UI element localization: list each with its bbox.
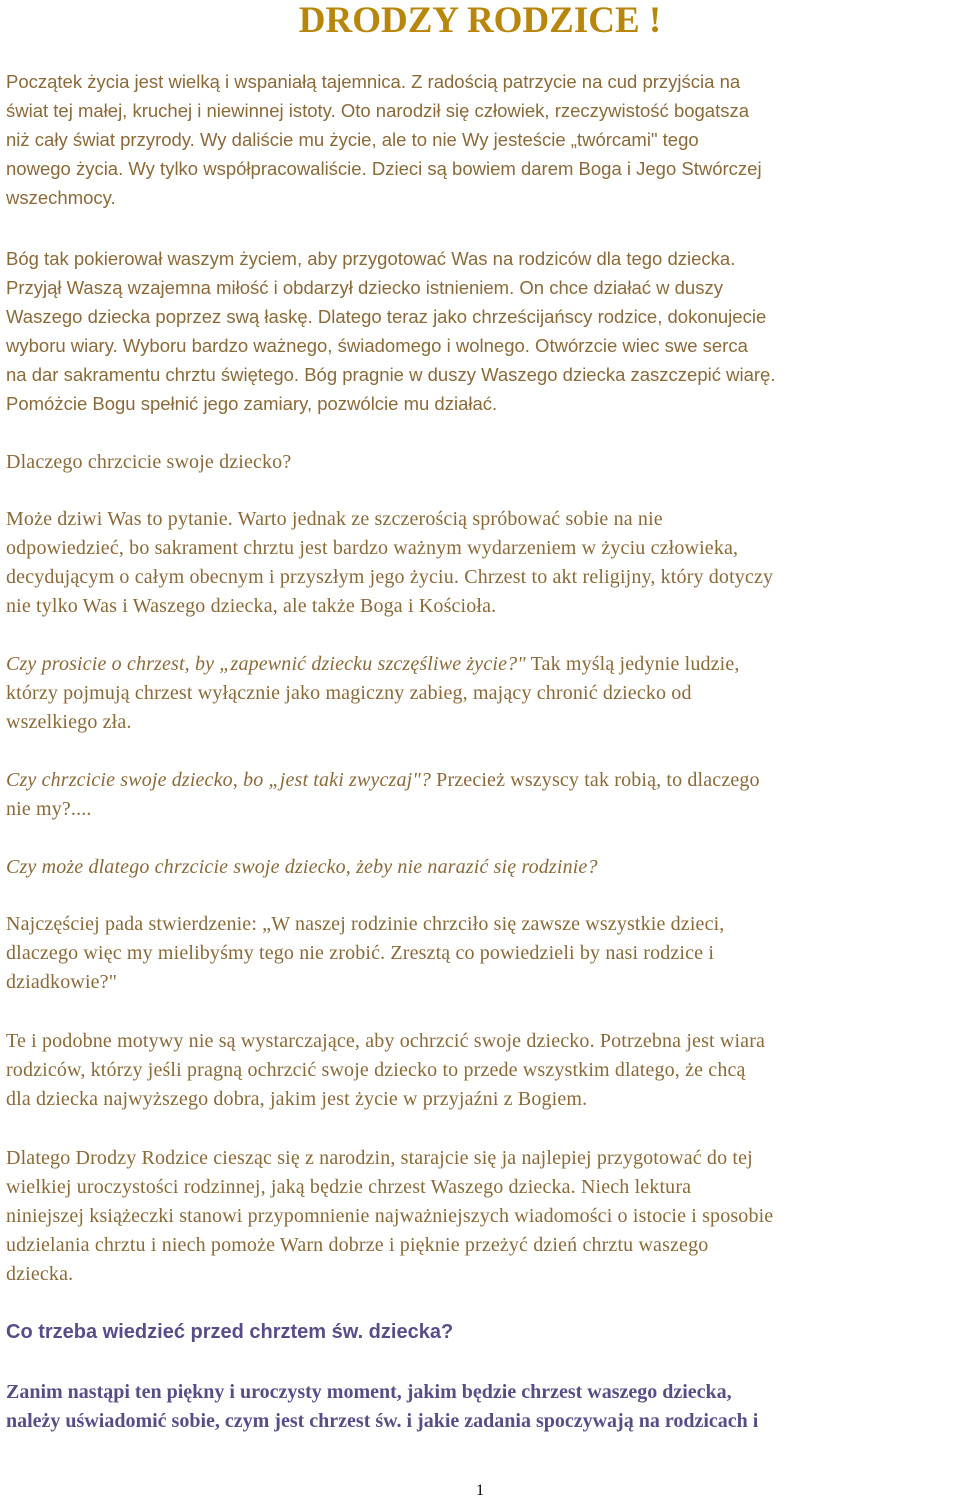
paragraph-line-tail: Dzieci są bowiem darem Boga i Jego Stwórczej bbox=[366, 158, 762, 179]
motives-paragraph bbox=[6, 1027, 958, 1114]
paragraph-line: dlaczego więc my mielibyśmy tego nie zrobić. Zresztą co powiedzieli by nasi rodzice i bbox=[6, 942, 715, 964]
paragraph-line: Pomóżcie Bogu spełnić jego zamiary, pozwólcie mu działać. bbox=[6, 393, 498, 414]
god-paragraph bbox=[6, 244, 958, 418]
paragraph-line: nie my?.... bbox=[6, 798, 92, 820]
paragraph-line: wszelkiego zła. bbox=[6, 711, 132, 733]
paragraph-line-tail: Przecież wszyscy tak robią, to dlaczego bbox=[431, 769, 760, 791]
paragraph-line bbox=[6, 154, 958, 183]
paragraph-line bbox=[6, 766, 958, 795]
paragraph-line: świat tej małej, kruchej i niewinnej istoty. Oto narodził się człowiek, rzeczywistość bogatsza bbox=[6, 100, 750, 121]
paragraph-line: Zanim nastąpi ten piękny i uroczysty moment, jakim będzie chrzest waszego dziecka, bbox=[6, 1381, 732, 1403]
therefore-paragraph bbox=[6, 1144, 958, 1289]
paragraph-line: dla dziecka najwyższego dobra, jakim jest życie w przyjaźni z Bogiem. bbox=[6, 1088, 588, 1110]
page-number: 1 bbox=[476, 1482, 484, 1499]
paragraph-line-tail: Tak myślą jedynie ludzie, bbox=[525, 653, 740, 675]
family-paragraph bbox=[6, 853, 958, 882]
paragraph-line: dziadkowie?" bbox=[6, 971, 118, 993]
paragraph-line: odpowiedzieć, bo sakrament chrztu jest bardzo ważnym wydarzeniem w życiu człowieka, bbox=[6, 537, 739, 559]
maybe-paragraph bbox=[6, 505, 958, 621]
paragraph-line: Te i podobne motywy nie są wystarczające, aby ochrzcić swoje dziecko. Potrzebna jest wiara bbox=[6, 1030, 766, 1052]
custom-paragraph bbox=[6, 766, 958, 824]
paragraph-line: Najczęściej pada stwierdzenie: „W naszej rodzinie chrzciło się zawsze wszystkie dzieci, bbox=[6, 913, 725, 935]
italic-question: Czy chrzcicie swoje dziecko, bo „jest taki zwyczaj"? bbox=[6, 769, 432, 791]
paragraph-line: udzielania chrztu i niech pomoże Warn dobrze i pięknie przeżyć dzień chrztu waszego bbox=[6, 1234, 709, 1256]
paragraph-line: wyboru wiary. Wyboru bardzo ważnego, świadomego i wolnego. Otwórzcie wiec swe serca bbox=[6, 335, 748, 356]
paragraph-line: wielkiej uroczystości rodzinnej, jaką będzie chrzest Waszego dziecka. Niech lektura bbox=[6, 1176, 692, 1198]
italic-question: Czy może dlatego chrzcicie swoje dziecko, żeby nie narazić się rodzinie? bbox=[6, 856, 598, 878]
paragraph-line: dziecka. bbox=[6, 1263, 74, 1285]
italic-question: Czy prosicie o chrzest, by „zapewnić dziecku szczęśliwe życie?" bbox=[6, 653, 526, 675]
paragraph-line: nie tylko Was i Waszego dziecka, ale także Boga i Kościoła. bbox=[6, 595, 497, 617]
bold-intro-paragraph bbox=[6, 1378, 958, 1436]
paragraph-line: Początek życia jest wielką i wspaniałą tajemnica. Z radością patrzycie na cud przyjścia na bbox=[6, 71, 741, 92]
section-heading: Co trzeba wiedzieć przed chrztem św. dziecka? bbox=[6, 1321, 454, 1343]
paragraph-line: którzy pojmują chrzest wyłącznie jako magiczny zabieg, mający chronić dziecko od bbox=[6, 682, 692, 704]
paragraph-line: Dlaczego chrzcicie swoje dziecko? bbox=[6, 451, 292, 473]
paragraph-line: Dlatego Drodzy Rodzice ciesząc się z narodzin, starajcie się ja najlepiej przygotować do tej bbox=[6, 1147, 753, 1169]
paragraph-line: Bóg tak pokierował waszym życiem, aby przygotować Was na rodziców dla tego dziecka. bbox=[6, 248, 736, 269]
paragraph-line: Waszego dziecka poprzez swą łaskę. Dlatego teraz jako chrześcijańscy rodzice, dokonujecie bbox=[6, 306, 767, 327]
often-paragraph bbox=[6, 910, 958, 997]
paragraph-line: należy uświadomić sobie, czym jest chrzest św. i jakie zadania spoczywają na rodzicach i bbox=[6, 1410, 759, 1432]
page-title: DRODZY RODZICE ! bbox=[298, 0, 662, 41]
paragraph-line: niż cały świat przyrody. Wy daliście mu życie, ale to nie Wy jesteście „twórcami" tego bbox=[6, 129, 699, 150]
intro-paragraph bbox=[6, 67, 958, 212]
paragraph-line: Może dziwi Was to pytanie. Warto jednak ze szczerością spróbować sobie na nie bbox=[6, 508, 663, 530]
paragraph-line bbox=[6, 650, 958, 679]
paragraph-line: wszechmocy. bbox=[6, 187, 116, 208]
paragraph-line: Przyjął Waszą wzajemna miłość i obdarzył dziecko istnieniem. On chce działać w duszy bbox=[6, 277, 723, 298]
paragraph-line: decydującym o całym obecnym i przyszłym jego życiu. Chrzest to akt religijny, który dotyczy bbox=[6, 566, 774, 588]
happy-life-paragraph bbox=[6, 650, 958, 737]
paragraph-line: rodziców, którzy jeśli pragną ochrzcić swoje dziecko to przede wszystkim dlatego, że chcą bbox=[6, 1059, 746, 1081]
paragraph-line-start: nowego życia. Wy tylko współpracowaliście. bbox=[6, 158, 367, 179]
why-question bbox=[6, 448, 958, 477]
paragraph-line: na dar sakramentu chrztu świętego. Bóg pragnie w duszy Waszego dziecka zaszczepić wiarę. bbox=[6, 364, 776, 385]
paragraph-line: niniejszej książeczki stanowi przypomnienie najważniejszych wiadomości o istocie i sposobie bbox=[6, 1205, 774, 1227]
